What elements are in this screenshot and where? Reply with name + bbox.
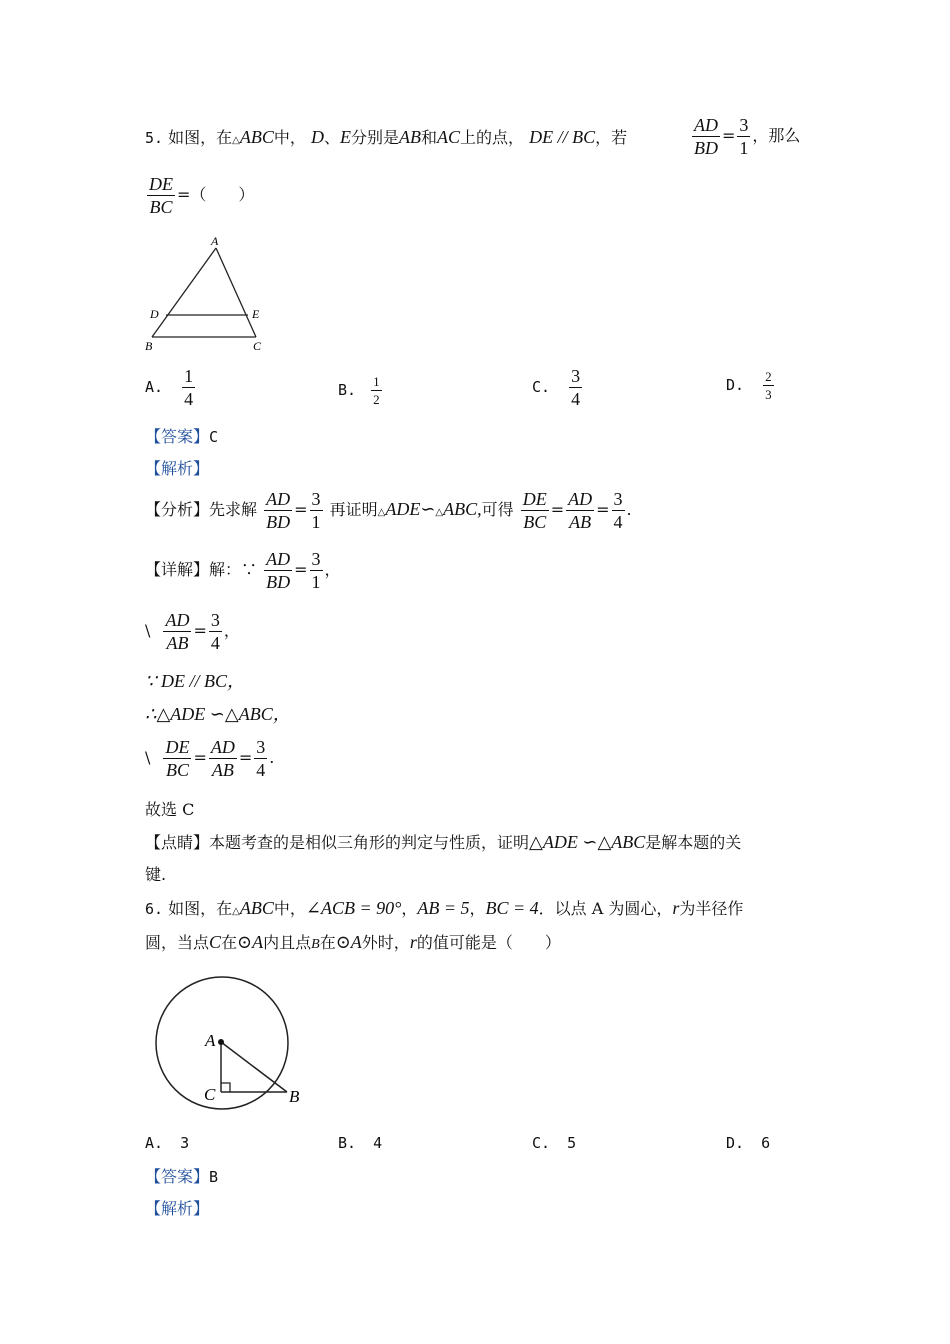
comma: ， [324, 560, 341, 579]
q5-d: D [310, 127, 324, 147]
q6-option-d[interactable] [726, 1134, 770, 1152]
fraction [737, 116, 750, 157]
denominator: 4 [210, 633, 220, 653]
equals: = [193, 748, 207, 767]
q6-option-c[interactable] [532, 1134, 576, 1152]
option-letter: C. [532, 378, 551, 396]
denominator: 3 [765, 387, 772, 402]
xiangjie-text: 解：∵ [209, 560, 258, 579]
q6-stem-text-5: 圆，当点 [145, 933, 210, 952]
fraction [209, 611, 222, 652]
numerator: AD [266, 549, 291, 569]
numerator: 3 [739, 115, 749, 135]
comma: ， [401, 899, 418, 918]
option-letter: B. [338, 1134, 357, 1152]
denominator: 1 [311, 572, 321, 592]
q5-given-ratio [690, 116, 800, 157]
q5-if: ，若 [595, 128, 628, 147]
step-prefix: \ [145, 621, 151, 640]
answer-value: C [209, 428, 219, 446]
q6-c: C [209, 932, 222, 952]
label-b: B [289, 1087, 300, 1106]
option-letter: A. [145, 1134, 164, 1152]
q5-and: 和 [421, 128, 438, 147]
numerator: DE [165, 737, 190, 757]
q5-step-5 [145, 738, 274, 779]
dianjing-sim: △ADE ∽△ABC [529, 832, 646, 852]
q5-e: E [340, 127, 351, 147]
q5-stem-text-2: 中， [273, 128, 306, 147]
period: . [626, 500, 632, 519]
q6-b: B [311, 937, 320, 952]
comma: ， [469, 899, 486, 918]
numerator: AD [568, 489, 593, 509]
fenxi-sim: ADE∽ [385, 499, 436, 519]
fraction [264, 550, 292, 591]
numerator: 3 [256, 737, 266, 757]
q5-stem-text-4: 上的点， [460, 128, 525, 147]
equals: = [596, 500, 610, 519]
fraction [569, 367, 582, 408]
q6-bc: BC = 4 [485, 898, 539, 918]
q6-stem-text-10: 的值可能是（ ） [416, 933, 561, 952]
denominator: 1 [739, 138, 749, 158]
equals: = [193, 621, 207, 640]
q5-analysis-tag: 【解析】 [145, 459, 210, 478]
numerator: 1 [184, 366, 194, 386]
equals: = [550, 500, 565, 519]
dianjing-tag: 【点睛】 [145, 833, 210, 852]
q6-option-b[interactable] [338, 1134, 382, 1152]
fraction [254, 738, 267, 779]
denominator: AB [166, 633, 189, 653]
xiangjie-tag: 【详解】 [145, 560, 210, 579]
fraction [521, 490, 549, 531]
center-point [218, 1039, 224, 1045]
q6-stem-text-3: ．以点 A 为圆心， [538, 899, 673, 918]
option-value: 3 [180, 1134, 190, 1152]
label-c: C [253, 339, 262, 353]
q6-stem-text-7: 内且点 [263, 933, 312, 952]
fenxi-text-2: 再证明 [329, 500, 378, 519]
option-value: 6 [761, 1134, 771, 1152]
numerator: AD [266, 489, 291, 509]
q5-guxuan: 故选 C [145, 800, 195, 819]
label-e: E [252, 307, 260, 321]
side-ac [216, 248, 256, 337]
label-a: A [205, 1031, 216, 1050]
q5-stem-text: 如图，在 [168, 128, 233, 147]
option-value: 5 [567, 1134, 577, 1152]
numerator: 3 [613, 489, 623, 509]
denominator: BD [266, 512, 291, 532]
label-b: B [145, 339, 153, 353]
fraction [371, 375, 382, 406]
step-prefix: \ [145, 748, 151, 767]
fraction [264, 490, 292, 531]
fraction [763, 370, 774, 401]
equals: = [294, 560, 308, 579]
fenxi-text-3: 可得 [481, 500, 514, 519]
fraction [310, 490, 323, 531]
dianjing-text: 本题考查的是相似三角形的判定与性质，证明 [209, 833, 530, 852]
q6-number: 6. [145, 900, 164, 918]
q5-then: ，那么 [752, 126, 801, 145]
option-letter: B. [338, 381, 357, 399]
denominator: BC [149, 197, 173, 217]
denominator: BD [266, 572, 291, 592]
q5-fenxi-line [145, 490, 632, 531]
triangle-symbol: △ [435, 507, 444, 518]
q6-abc: ABC [239, 898, 274, 918]
q6-stem-text-6: 在 [221, 933, 238, 952]
denominator: 2 [373, 392, 380, 407]
q6-r: r [672, 898, 680, 918]
period: . [269, 748, 275, 767]
q5-dianjing-line2: 键. [145, 865, 167, 884]
numerator: 3 [210, 610, 220, 630]
fraction [147, 175, 175, 216]
label-c: C [204, 1085, 216, 1104]
q5-blank: =（ ） [177, 185, 255, 204]
q5-de-par-bc: DE // BC [529, 127, 596, 147]
numerator: 3 [311, 549, 321, 569]
q5-dianjing-line1 [145, 832, 741, 853]
numerator: 2 [765, 369, 772, 384]
numerator: 3 [571, 366, 581, 386]
q5-stem-text-3: 分别是 [351, 128, 400, 147]
q6-stem-text-2: 中， [273, 899, 306, 918]
q6-circle-a-2: ⊙A [335, 932, 362, 952]
side-ab [152, 248, 216, 337]
q5-question-ratio [145, 175, 254, 216]
answer-tag: 【答案】 [145, 427, 210, 446]
fraction [566, 490, 594, 531]
q5-option-b[interactable] [338, 375, 384, 406]
denominator: 4 [256, 760, 266, 780]
q5-step-3: ∵ DE // BC， [145, 671, 245, 691]
q5-number: 5. [145, 129, 164, 147]
q5-step-2 [145, 611, 240, 652]
comma: ， [223, 621, 240, 640]
fraction [310, 550, 323, 591]
q5-step-4: ∴△ADE ∽△ABC， [145, 704, 291, 724]
option-letter: A. [145, 378, 164, 396]
q6-option-a[interactable] [145, 1134, 189, 1152]
q6-stem-text-9: 外时， [361, 933, 410, 952]
numerator: 1 [373, 374, 380, 389]
denominator: 4 [613, 512, 623, 532]
q6-circle-a: ⊙A [237, 932, 264, 952]
fenxi-tag: 【分析】 [145, 500, 210, 519]
denominator: 4 [571, 389, 581, 409]
triangle-symbol: △ [377, 507, 386, 518]
q6-angle: ∠ACB = 90° [305, 898, 402, 918]
q6-ab: AB = 5 [417, 898, 470, 918]
denominator: BC [523, 512, 547, 532]
fraction [163, 738, 191, 779]
fraction [692, 116, 720, 157]
numerator: AD [210, 737, 235, 757]
q5-option-c[interactable] [532, 367, 584, 408]
numerator: 3 [311, 489, 321, 509]
option-letter: D. [726, 376, 745, 394]
q5-option-a[interactable] [145, 367, 197, 408]
fraction [163, 611, 191, 652]
segment-ab [221, 1042, 287, 1092]
q5-ac: AC [437, 127, 461, 147]
fraction [612, 490, 625, 531]
triangle-symbol: △ [232, 906, 240, 917]
q6-r-2: r [409, 932, 417, 952]
equals: = [722, 126, 736, 145]
fraction [209, 738, 237, 779]
q6-stem-text-4: 为半径作 [679, 899, 744, 918]
denominator: BC [165, 760, 189, 780]
option-letter: C. [532, 1134, 551, 1152]
q6-stem-text-8: 在 [319, 933, 336, 952]
q5-stem-line1 [145, 127, 627, 151]
q5-answer-line [145, 427, 218, 447]
denominator: BD [694, 138, 718, 158]
numerator: AD [165, 610, 190, 630]
fenxi-abc: ABC, [443, 499, 482, 519]
equals: = [294, 500, 308, 519]
answer-tag: 【答案】 [145, 1167, 210, 1186]
answer-value: B [209, 1168, 219, 1186]
label-a: A [211, 234, 219, 248]
q6-analysis-tag: 【解析】 [145, 1199, 210, 1218]
denominator: 1 [311, 512, 321, 532]
q6-stem-line2 [145, 932, 561, 955]
right-angle-mark [221, 1083, 230, 1092]
denominator: AB [211, 760, 234, 780]
q6-circle-figure [150, 975, 310, 1115]
fenxi-text: 先求解 [209, 500, 258, 519]
numerator: AD [694, 115, 718, 135]
dianjing-text-2: 是解本题的关 [645, 833, 742, 852]
triangle-symbol: △ [232, 135, 240, 146]
q5-abc: ABC [239, 127, 274, 147]
q6-answer-line [145, 1167, 218, 1187]
fraction [182, 367, 195, 408]
equals: = [238, 748, 253, 767]
q5-sep: 、 [323, 128, 340, 147]
numerator: DE [522, 489, 547, 509]
option-value: 4 [373, 1134, 383, 1152]
q5-ab: AB [399, 127, 422, 147]
denominator: AB [569, 512, 592, 532]
q6-stem-line1 [145, 898, 743, 922]
q6-stem-text: 如图，在 [168, 899, 233, 918]
label-d: D [150, 307, 159, 321]
option-letter: D. [726, 1134, 745, 1152]
q5-triangle-figure [140, 232, 275, 354]
denominator: 4 [184, 389, 194, 409]
numerator: DE [149, 174, 173, 194]
q5-option-d[interactable] [726, 370, 776, 401]
q5-xiangjie-line [145, 550, 341, 591]
